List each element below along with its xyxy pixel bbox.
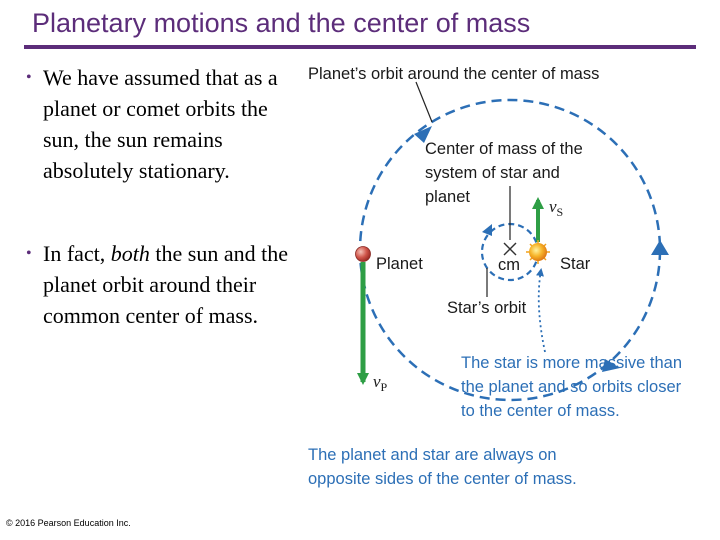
bullet-2-post: the sun and the planet orbit around their common center of mass. <box>43 241 289 328</box>
bullet-dot: • <box>26 69 32 86</box>
planet-label: Planet <box>376 255 423 273</box>
star-note-line-1: The star is more massive than <box>461 354 682 372</box>
star-note-line-2: the planet and so orbits closer <box>461 378 682 396</box>
bullet-2-emphasis: both <box>110 241 150 266</box>
copyright-notice: © 2016 Pearson Education Inc. <box>6 518 131 528</box>
planet-orbit-label: Planet’s orbit around the center of mass <box>308 65 600 83</box>
bullet-2-pre: In fact, <box>43 241 111 266</box>
bullet-dot: • <box>26 245 32 262</box>
v-planet-label: $v_P$ <box>373 372 388 394</box>
star-icon <box>526 240 550 264</box>
planet-orbit-leader <box>416 82 432 122</box>
cm-label-line-1: Center of mass of the <box>425 140 583 158</box>
planet-icon <box>356 247 371 262</box>
bullet-1-text: We have assumed that as a planet or comet orbits the sun, the sun remains absolutely stationary. <box>43 65 278 183</box>
star-orbit-label: Star’s orbit <box>447 299 527 317</box>
orbit-arrowhead-right <box>651 240 669 255</box>
center-of-mass-marker <box>504 243 516 255</box>
bottom-note-line-2: opposite sides of the center of mass. <box>308 470 577 488</box>
slide-title: Planetary motions and the center of mass <box>32 8 531 38</box>
cm-label-line-2: system of star and <box>425 164 560 182</box>
cm-label: cm <box>498 256 520 274</box>
star-orbit-arrowhead <box>482 224 492 236</box>
v-star-label: $v_S$ <box>549 197 564 219</box>
bottom-note-line-1: The planet and star are always on <box>308 446 557 464</box>
star-note-line-3: to the center of mass. <box>461 402 620 420</box>
star-note-leader <box>539 270 545 352</box>
cm-label-line-3: planet <box>425 188 470 206</box>
star-label: Star <box>560 255 591 273</box>
